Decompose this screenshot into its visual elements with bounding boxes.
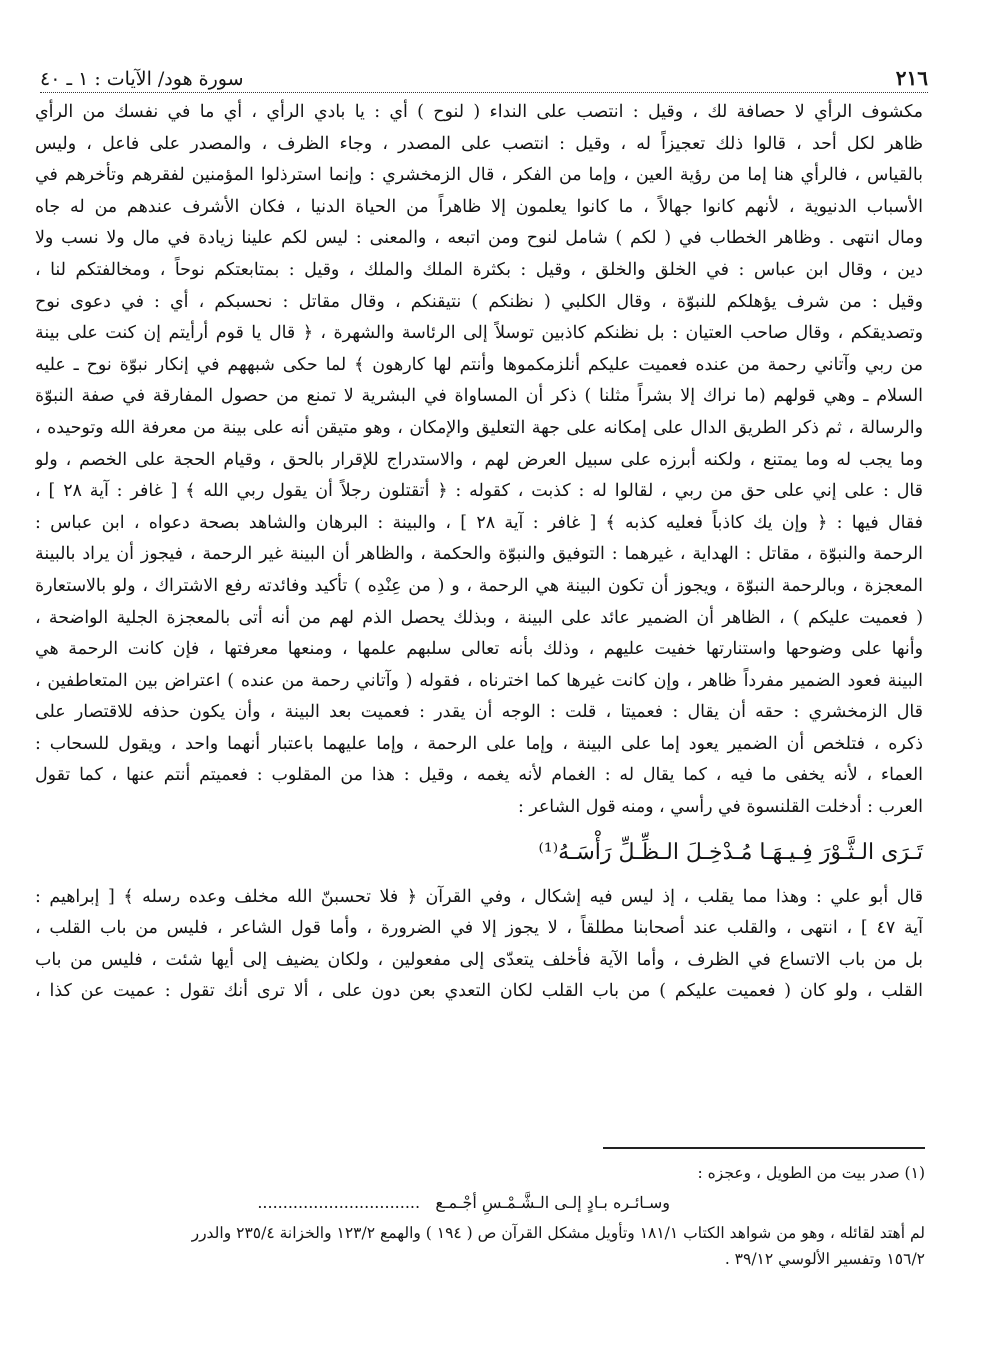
text-line: العرب : أدخلت القلنسوة في رأسي ، ومنه قول الشاعر : xyxy=(517,797,923,818)
footnote-intro: (١) صدر بيت من الطويل ، وعجزه : xyxy=(697,1164,925,1182)
footnote-source: لم أهتد لقائله ، وهو من شواهد الكتاب ١٨١/١ وتأويل مشكل القرآن ص ( ١٩٤ ) والهمع ١٢٣/٢ والخزانة ٢٣٥/٤ والدرر xyxy=(191,1224,925,1242)
text-line: وتصديقكم ، وقال صاحب العتيان : بل نظنكم كاذبين توسلاً إلى الرئاسة والشهرة ، ﴿ قال يا قوم أرأيتم إن كنت على بينة xyxy=(35,323,923,344)
text-line: بالقياس ، فالرأي هنا إما من رؤية العين ، وإما من الفكر ، قال الزمخشري : وإنما استرذلوا المؤمنين لفقرهم وتأخرهم في xyxy=(35,165,923,186)
footnotes xyxy=(45,1160,925,1272)
text-line: ( فعميت عليكم ) ، الظاهر أن الضمير عائد على البينة ، وبذلك يحصل الذم لهم من أنه أتى بالمعجزة الجلية الواضحة ، xyxy=(35,607,923,628)
text-line: مكشوف الرأي لا حصافة لك ، وقيل : انتصب على النداء ( لنوح ) أي : يا بادي الرأي ، أي ما في نفسك من الرأي xyxy=(35,102,923,122)
text-line: قال : على إني على حق من ربي ، لقالوا له : كذبت ، كقوله : ﴿ أتقتلون رجلاً أن يقول ربي الله ﴾ [ غافر : آية ٢٨ ] ، xyxy=(35,481,923,502)
text-line: فقال فيها : ﴿ وإن يك كاذباً فعليه كذبه ﴾ [ غافر : آية ٢٨ ] ، والبينة : البرهان والشاهد بصحة دعواه ، ابن عباس : xyxy=(35,512,923,533)
text-line: العماء ، لأنه يخفى ما فيه ، كما يقال له : الغمام لأنه يغمه ، وقيل : هذا من المقلوب : فعميتم أنتم عنها ، كما تقول xyxy=(35,765,923,786)
text-line: المعجزة ، وبالرحمة النبوّة ، ويجوز أن تكون البينة هي الرحمة ، و ( من عِنْدِه ) تأكيد وفائدته رفع الاشتراك ، ولو بالاستعارة xyxy=(35,575,923,596)
text-line: بل من باب الاتساع في الظرف ، وأما الآية فأخلف يتعدّى إلى مفعولين ، ولكان يضيف إلى أيها شئت ، فليس من باب xyxy=(35,949,923,970)
text-line: الرحمة والنبوّة ، مقاتل : الهداية ، غيرهما : التوفيق والنبوّة والحكمة ، والظاهر أن البينة غير الرحمة ، فيجوز أن يراد بالبينة xyxy=(35,544,923,565)
text-line: وما يجب له وما يمتنع ، ولكنه أبرزه على سبيل العرض لهم ، والاستدراج للإقرار بالحق ، وقيام الحجة على الخصم ، ولو xyxy=(35,449,923,470)
text-line: وأنها على وضوحها واستنارتها خفيت عليهم ، وذلك بأنه تعالى سلبهم علمها ، ومنعها معرفتها ، فإن كانت الرحمة هي xyxy=(35,639,923,660)
text-line: والرسالة ، ثم ذكر الطريق الدال على إمكانه على جهة التعليق والإمكان ، وهو متيقن أنه على بينة من معرفة الله وتوحيده ، xyxy=(35,417,923,438)
text-line: السلام ـ وهي قولهم (ما نراك إلا بشراً مثلنا ) ذكر أن المساواة في البشرية لا تمنع من حصول المفارقة في صفة النبوّة xyxy=(35,386,923,407)
text-line: دين ، وقال ابن عباس : في الخلق والخلق ، وقيل : بكثرة الملك والملك ، وقيل : بمتابعتكم نوحاً ، ومخالفتكم لنا ، xyxy=(35,259,923,280)
text-line: القلب ، ولو كان ( فعميت عليكم ) من باب القلب لكان التعدي بعن دون على ، ألا ترى أنك تقول : عميت عن كذا ، xyxy=(35,981,923,1002)
text-line: البينة فعود الضمير مفرداً ظاهر ، وإن كانت غيرها كما اخترناه ، فقوله ( وآتاني رحمة من عنده ) اعتراض بين المتعاطفين ، xyxy=(35,670,923,691)
footnote-verse xyxy=(45,1186,925,1220)
footnote-source: ١٥٦/٢ وتفسير الألوسي ٣٩/١٢ . xyxy=(724,1250,925,1268)
text-line: ومال انتهى . وظاهر الخطاب في ( لكم ) شامل لنوح ومن اتبعه ، والمعنى : ليس لكم علينا زيادة في مال ولا نسب ولا xyxy=(35,228,923,249)
main-text xyxy=(35,97,923,1008)
text-line: ذكره ، فتلخص أن الضمير يعود إما على البينة ، وإما على الرحمة ، وإما عليهما باعتبار أنهما واحد ، ويقول للسحاب : xyxy=(35,733,923,754)
poem-verse: تَـرَى الـثَّـوْرَ فِـيـهَـا مُـدْخِـلَ الـظِّـلِّ رَأْسَـهُ⁽¹⁾ xyxy=(538,839,923,865)
surah-title: سورة هود/ الآيات : ١ ـ ٤٠ xyxy=(40,68,244,90)
running-header xyxy=(40,56,928,93)
page-number: ٢١٦ xyxy=(895,66,928,90)
text-line: ظاهر لكل أحد ، قالوا ذلك تعجيزاً له ، وقيل : انتصب على المصدر ، وجاء الظرف ، والمصدر على فاعل ، وليس xyxy=(35,133,923,154)
text-line: من ربي وآتاني رحمة من عنده فعميت عليكم أنلزمكموها وأنتم لها كارهون ﴾ لما حكى شبههم في إنكار نبوّة نوح ـ عليه xyxy=(35,354,923,375)
footnote-divider xyxy=(603,1147,925,1149)
text-line: قال أبو علي : وهذا مما يقلب ، إذ ليس فيه إشكال ، وفي القرآن ﴿ فلا تحسبنّ الله مخلف وعده رسله ﴾ [ إبراهيم : xyxy=(35,886,923,907)
text-line: آية ٤٧ ] ، انتهى ، والقلب عند أصحابنا مطلقاً ، لا يجوز إلا في الضرورة ، وأما قول الشاعر ، فليس من باب القلب ، xyxy=(35,918,923,939)
footnote-verse-dots: ................................ xyxy=(257,1193,421,1212)
text-line: الأسباب الدنيوية ، لأنهم كانوا جهالاً ، ما كانوا يعلمون إلا ظاهراً من الحياة الدنيا ، فكان الأشرف عندهم من له جاه xyxy=(35,196,923,217)
footnote-verse-text: وسـائـره بـادٍ إلـى الـشَّـمْـسِ أجْـمـع xyxy=(435,1193,670,1212)
text-line: وقيل : من شرف يؤهلكم للنبوّة ، وقال الكلبي ( نظنكم ) نتيقنكم ، وقال مقاتل : نحسبكم ، أي : في دعوى نوح xyxy=(35,291,923,312)
text-line: قال الزمخشري : حقه أن يقال : فعميتا ، قلت : الوجه أن يقدر : فعميت بعد البينة ، وأن يكون حذفه للاقتصار على xyxy=(35,702,923,723)
